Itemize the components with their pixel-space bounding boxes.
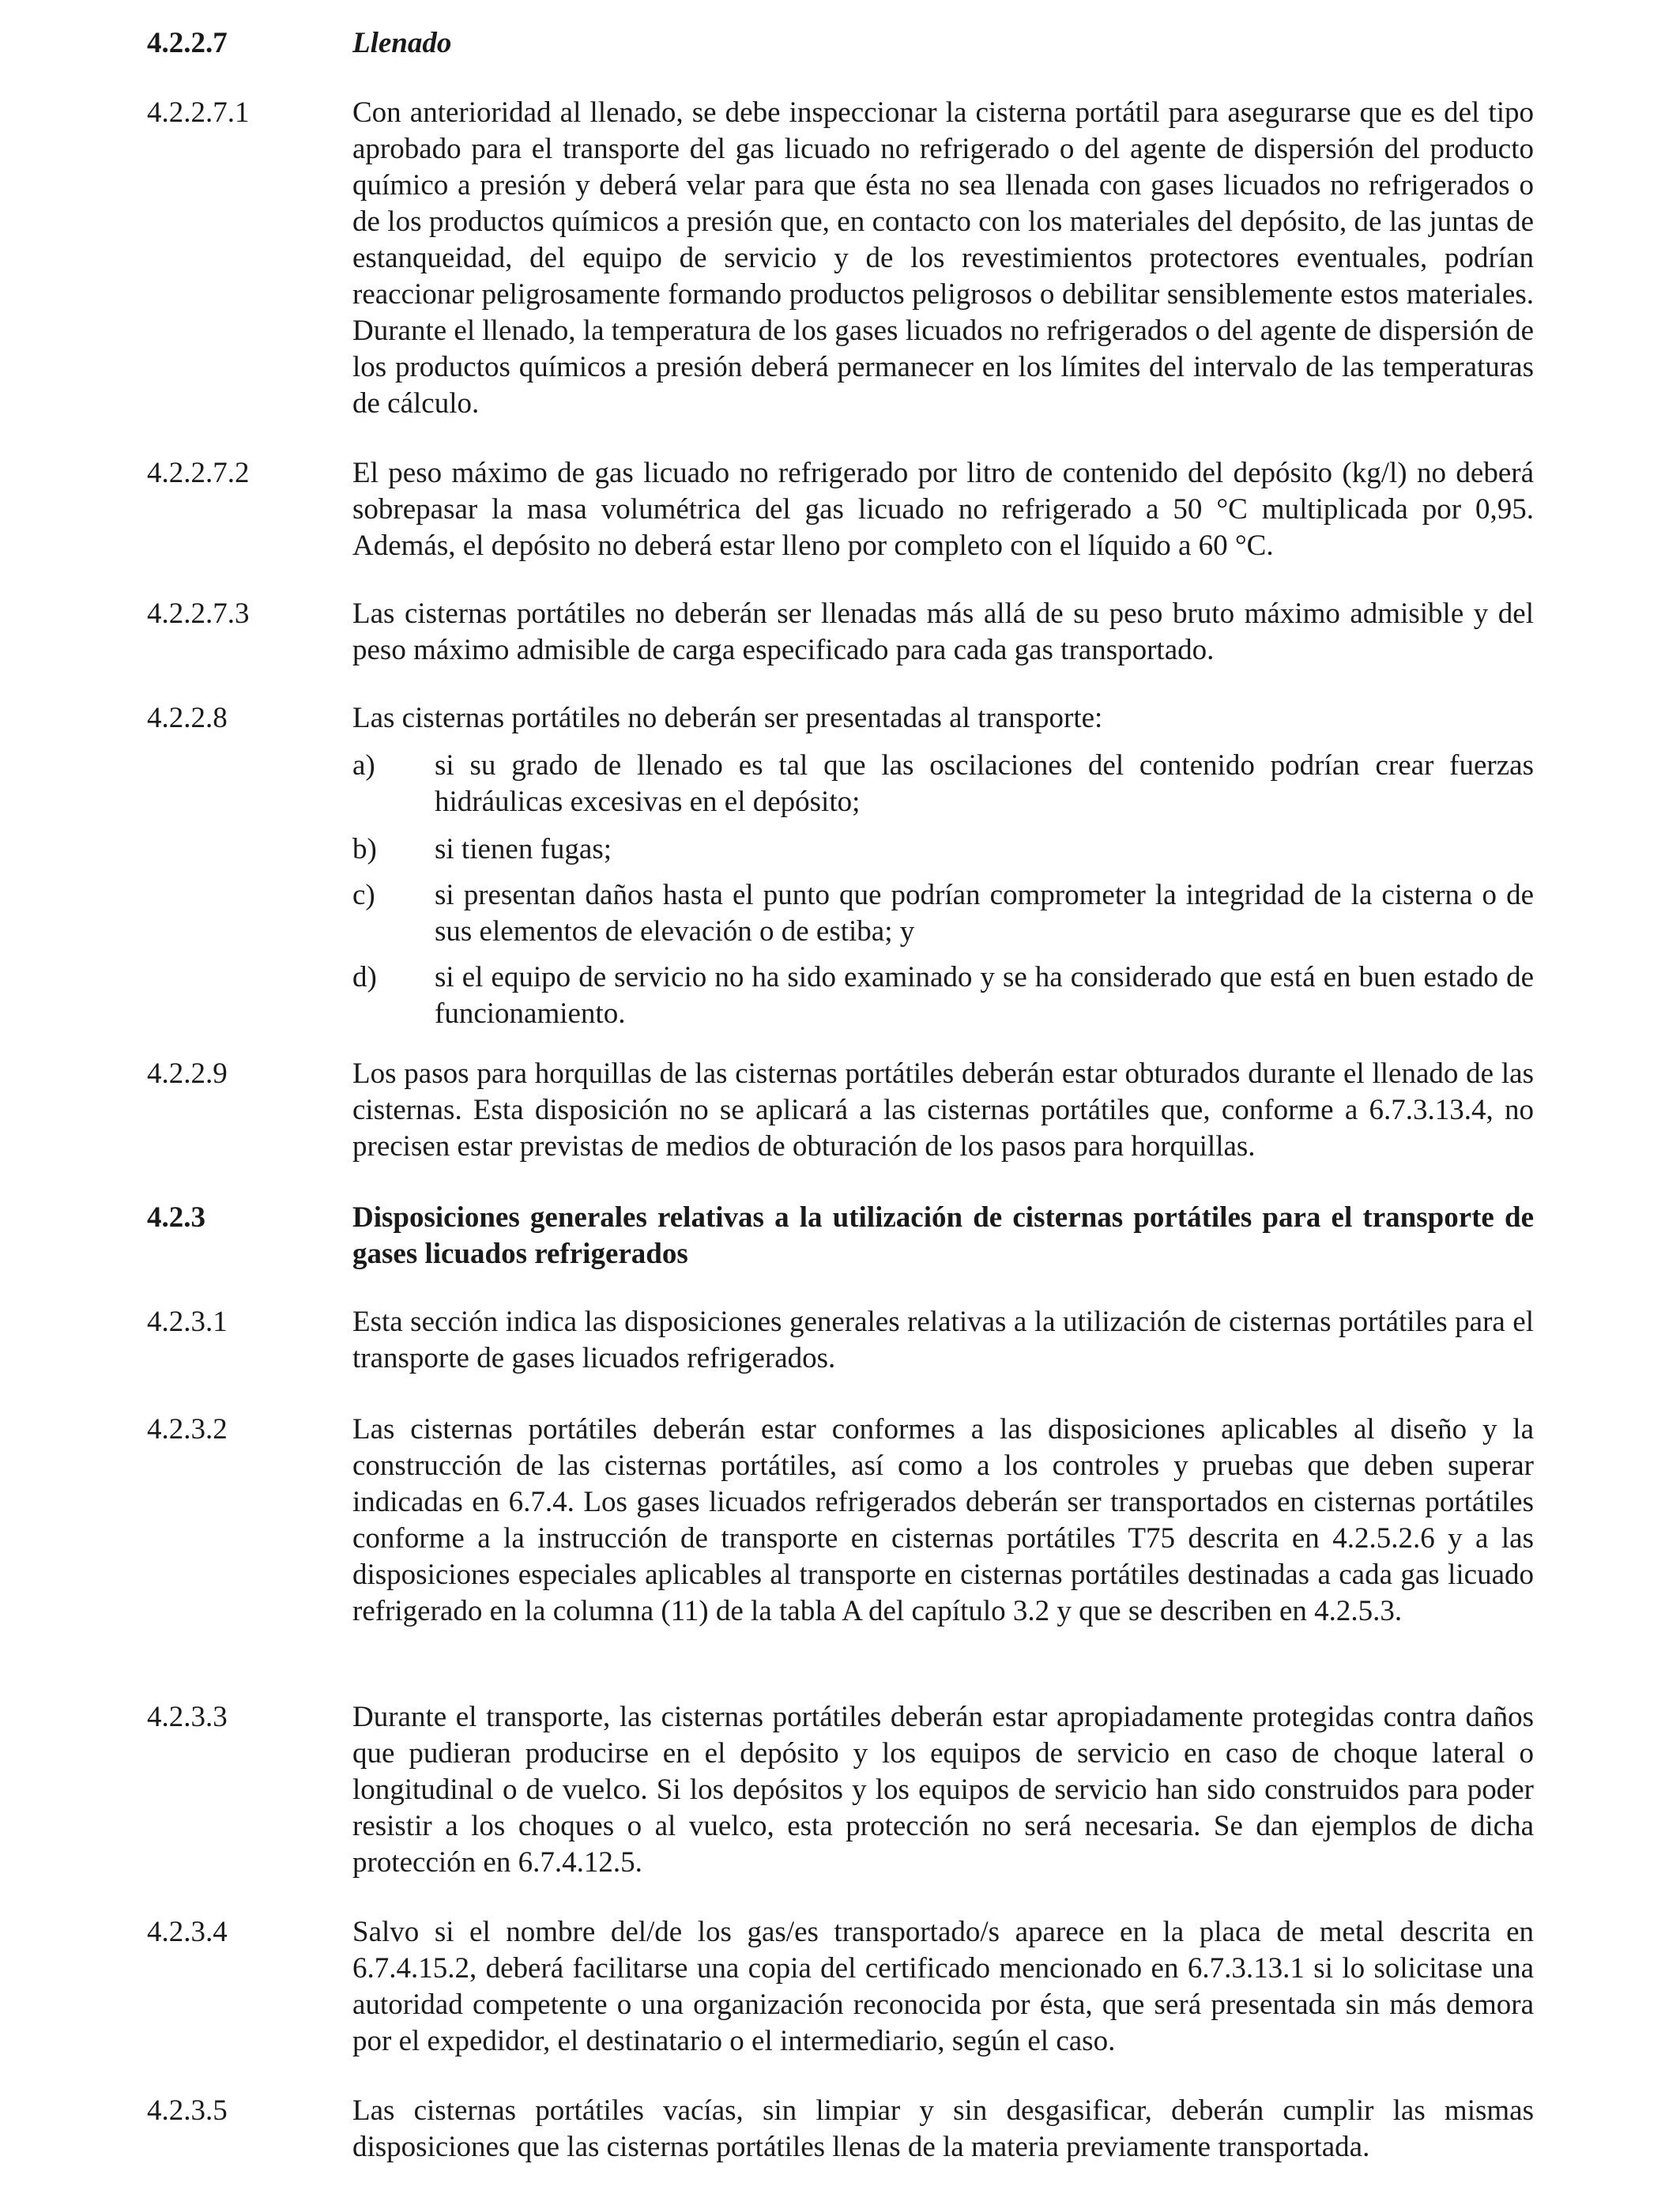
list-item-text: si presentan daños hasta el punto que podrían comprometer la integridad de la cisterna o de sus elementos de elevación o de estiba; y: [435, 879, 1534, 948]
section-text: Salvo si el nombre del/de los gas/es transportado/s aparece en la placa de metal descrita en 6.7.4.15.2, deberá facilitarse una copia del certificado mencionado en 6.7.3.13.1 si lo solicitase una autoridad competente o una organización reconocida por ésta, que será presentada sin más demora por el expedidor, el destinatario o el intermediario, según el caso.: [352, 1916, 1534, 2057]
section-number: 4.2.2.7: [147, 27, 228, 59]
section-text: Las cisternas portátiles vacías, sin limpiar y sin desgasificar, deberán cumplir las mismas disposiciones que las cisternas portátiles llenas de la materia previamente transportada.: [352, 2094, 1534, 2163]
section-number: 4.2.2.9: [147, 1057, 228, 1090]
section-number: 4.2.3.3: [147, 1701, 228, 1733]
section-text: Con anterioridad al llenado, se debe inspeccionar la cisterna portátil para asegurarse que es del tipo aprobado para el transporte del gas licuado no refrigerado o del agente de dispersión del producto químico a presión y deberá velar para que ésta no sea llenada con gases licuados no refrigerados o de los productos químicos a presión que, en contacto con los materiales del depósito, de las juntas de estanqueidad, del equipo de servicio y de los revestimientos protectores eventuales, podrían reaccionar peligrosamente formando productos peligrosos o debilitar sensiblemente estos materiales. Durante el llenado, la temperatura de los gases licuados no refrigerados o del agente de dispersión de los productos químicos a presión deberá permanecer en los límites del intervalo de las temperaturas de cálculo.: [352, 96, 1534, 420]
section-number: 4.2.3: [147, 1201, 205, 1234]
list-item-label: c): [352, 879, 375, 911]
section-number: 4.2.3.2: [147, 1413, 228, 1446]
list-item-text: si su grado de llenado es tal que las oscilaciones del contenido podrían crear fuerzas hidráulicas excesivas en el depósito;: [435, 749, 1534, 818]
list-item-text: si el equipo de servicio no ha sido examinado y se ha considerado que está en buen estado de funcionamiento.: [435, 961, 1534, 1030]
section-number: 4.2.3.1: [147, 1306, 228, 1338]
section-text: Las cisternas portátiles no deberán ser presentadas al transporte:: [352, 702, 1103, 734]
section-title: Disposiciones generales relativas a la utilización de cisternas portátiles para el transporte de gases licuados refrigerados: [352, 1201, 1534, 1270]
section-title: Llenado: [352, 27, 452, 59]
list-item-label: b): [352, 833, 377, 865]
section-number: 4.2.2.8: [147, 702, 228, 734]
section-text: Las cisternas portátiles no deberán ser llenadas más allá de su peso bruto máximo admisible y del peso máximo admisible de carga especificado para cada gas transportado.: [352, 598, 1534, 666]
section-number: 4.2.2.7.2: [147, 457, 250, 489]
section-number: 4.2.2.7.3: [147, 598, 250, 630]
section-text: Durante el transporte, las cisternas portátiles deberán estar apropiadamente protegidas contra daños que pudieran producirse en el depósito y los equipos de servicio en caso de choque lateral o longitudinal o de vuelco. Si los depósitos y los equipos de servicio han sido construidos para poder resistir a los choques o al vuelco, esta protección no será necesaria. Se dan ejemplos de dicha protección en 6.7.4.12.5.: [352, 1701, 1534, 1879]
section-text: Esta sección indica las disposiciones generales relativas a la utilización de cisternas portátiles para el transporte de gases licuados refrigerados.: [352, 1306, 1534, 1374]
section-text: Los pasos para horquillas de las cisternas portátiles deberán estar obturados durante el llenado de las cisternas. Esta disposición no se aplicará a las cisternas portátiles que, conforme a 6.7.3.13.4, no precisen estar previstas de medios de obturación de los pasos para horquillas.: [352, 1057, 1534, 1163]
section-number: 4.2.3.4: [147, 1916, 228, 1948]
list-item-text: si tienen fugas;: [435, 833, 612, 865]
list-item-label: d): [352, 961, 377, 993]
section-number: 4.2.2.7.1: [147, 96, 250, 129]
list-item-label: a): [352, 749, 375, 782]
section-text: El peso máximo de gas licuado no refrigerado por litro de contenido del depósito (kg/l) no deberá sobrepasar la masa volumétrica del gas licuado no refrigerado a 50 °C multiplicada por 0,95. Además, el depósito no deberá estar lleno por completo con el líquido a 60 °C.: [352, 457, 1534, 562]
section-number: 4.2.3.5: [147, 2094, 228, 2127]
section-text: Las cisternas portátiles deberán estar conformes a las disposiciones aplicables al diseño y la construcción de las cisternas portátiles, así como a los controles y pruebas que deben superar indicadas en 6.7.4. Los gases licuados refrigerados deberán ser transportados en cisternas portátiles conforme a la instrucción de transporte en cisternas portátiles T75 descrita en 4.2.5.2.6 y a las disposiciones especiales aplicables al transporte en cisternas portátiles destinadas a cada gas licuado refrigerado en la columna (11) de la tabla A del capítulo 3.2 y que se describen en 4.2.5.3.: [352, 1413, 1534, 1627]
